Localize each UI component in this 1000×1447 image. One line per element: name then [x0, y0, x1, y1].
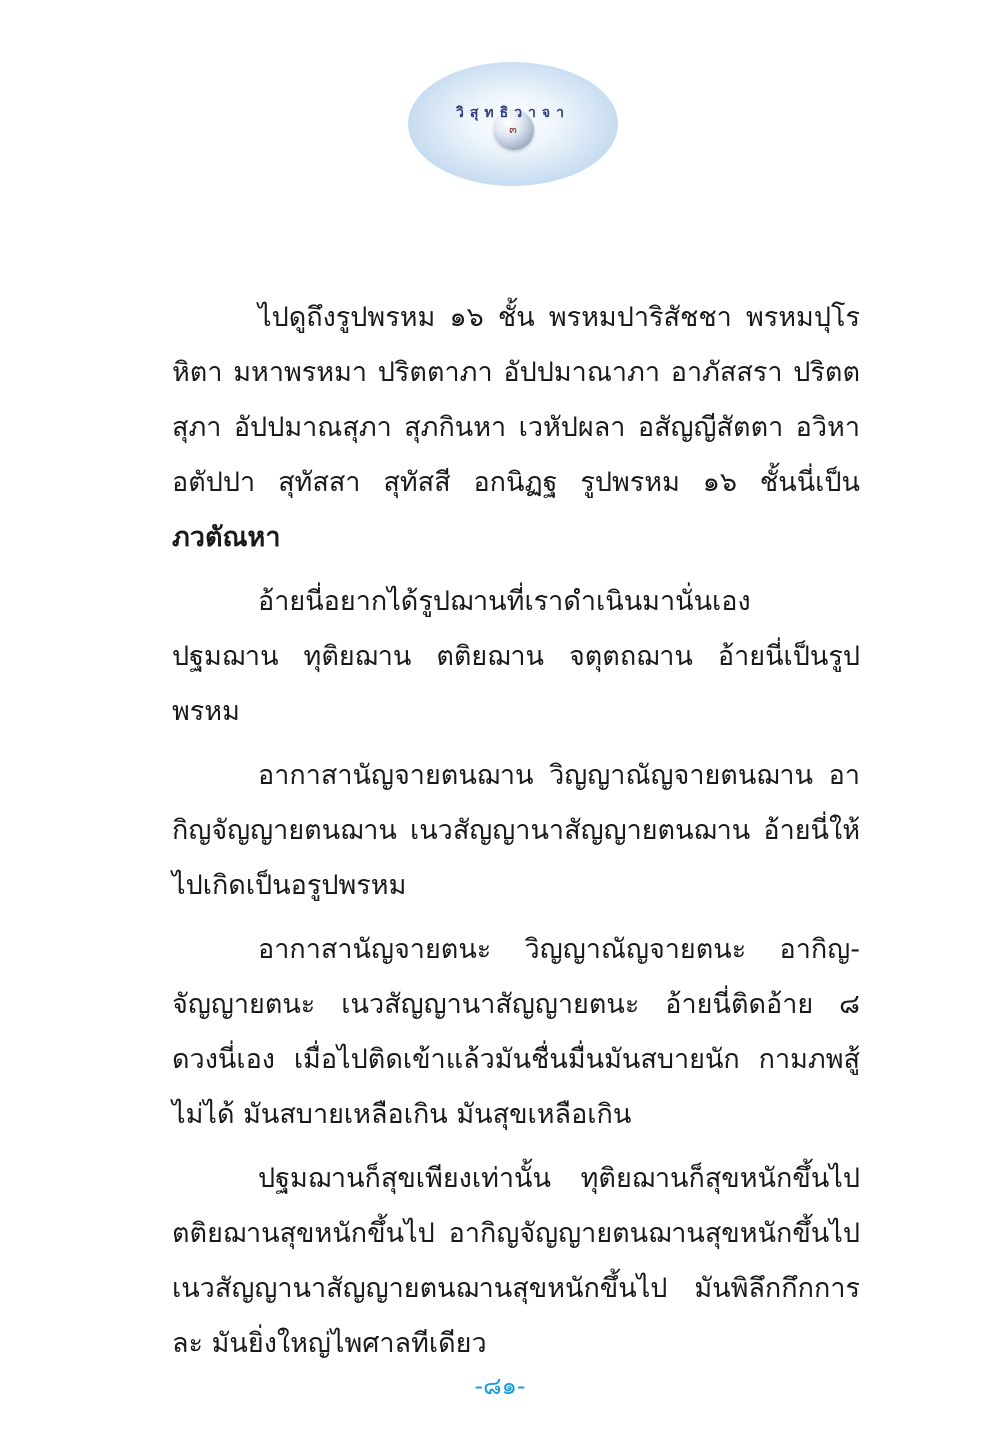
- paragraph-3: อากาสานัญจายตนฌาน วิญญาณัญจายตนฌาน อากิญจัญญายตนฌาน เนวสัญญานาสัญญายตนฌาน อ้ายนี่ให้ไปเกิดเป็นอรูปพรหม: [172, 760, 860, 901]
- header-logo: [408, 62, 618, 186]
- paragraph-4: อากาสานัญจายตนะ วิญญาณัญจายตนะ อากิญ-จัญญายตนะ เนวสัญญานาสัญญายตนะ อ้ายนี่ติดอ้าย ๘ ดวงนี่เอง เมื่อไปติดเข้าแล้วมันชื่นมื่นมันสบายนัก กามภพสู้ไม่ได้ มันสบายเหลือเกิน มันสุขเหลือเกิน: [172, 934, 860, 1130]
- logo-mark: ๓: [509, 123, 517, 136]
- paragraph-2: อ้ายนี่อยากได้รูปฌานที่เราดำเนินมานั่นเอง ปฐมฌาน ทุติยฌาน ตติยฌาน จตุตถฌาน อ้ายนี่เป็นรูปพรหม: [172, 586, 860, 727]
- page-body: [172, 290, 860, 1380]
- paragraph-1-bold-term: ภวตัณหา: [172, 522, 281, 553]
- page-number: -๘๑-: [474, 1372, 526, 1400]
- logo-text: วิสุทธิวาจา: [456, 105, 570, 121]
- paragraph-5: ปฐมฌานก็สุขเพียงเท่านั้น ทุติยฌานก็สุขหนักขึ้นไป ตติยฌานสุขหนักขึ้นไป อากิญจัญญายตนฌานสุขหนักขึ้นไป เนวสัญญานาสัญญายตนฌานสุขหนักขึ้นไป มันพิลึกกึกการละ มันยิ่งใหญ่ไพศาลทีเดียว: [172, 1163, 860, 1359]
- paragraph-1-text: ไปดูถึงรูปพรหม ๑๖ ชั้น พรหมปาริสัชชา พรหมปุโรหิตา มหาพรหมา ปริตตาภา อัปปมาณาภา อาภัสสรา ปริตตสุภา อัปปมาณสุภา สุภกินหา เวหัปผลา อสัญญีสัตตา อวิหา อตัปปา สุทัสสา สุทัสสี อกนิฏฐ รูปพรหม ๑๖ ชั้นนี่เป็น: [172, 302, 860, 498]
- paragraph-1: [172, 290, 860, 565]
